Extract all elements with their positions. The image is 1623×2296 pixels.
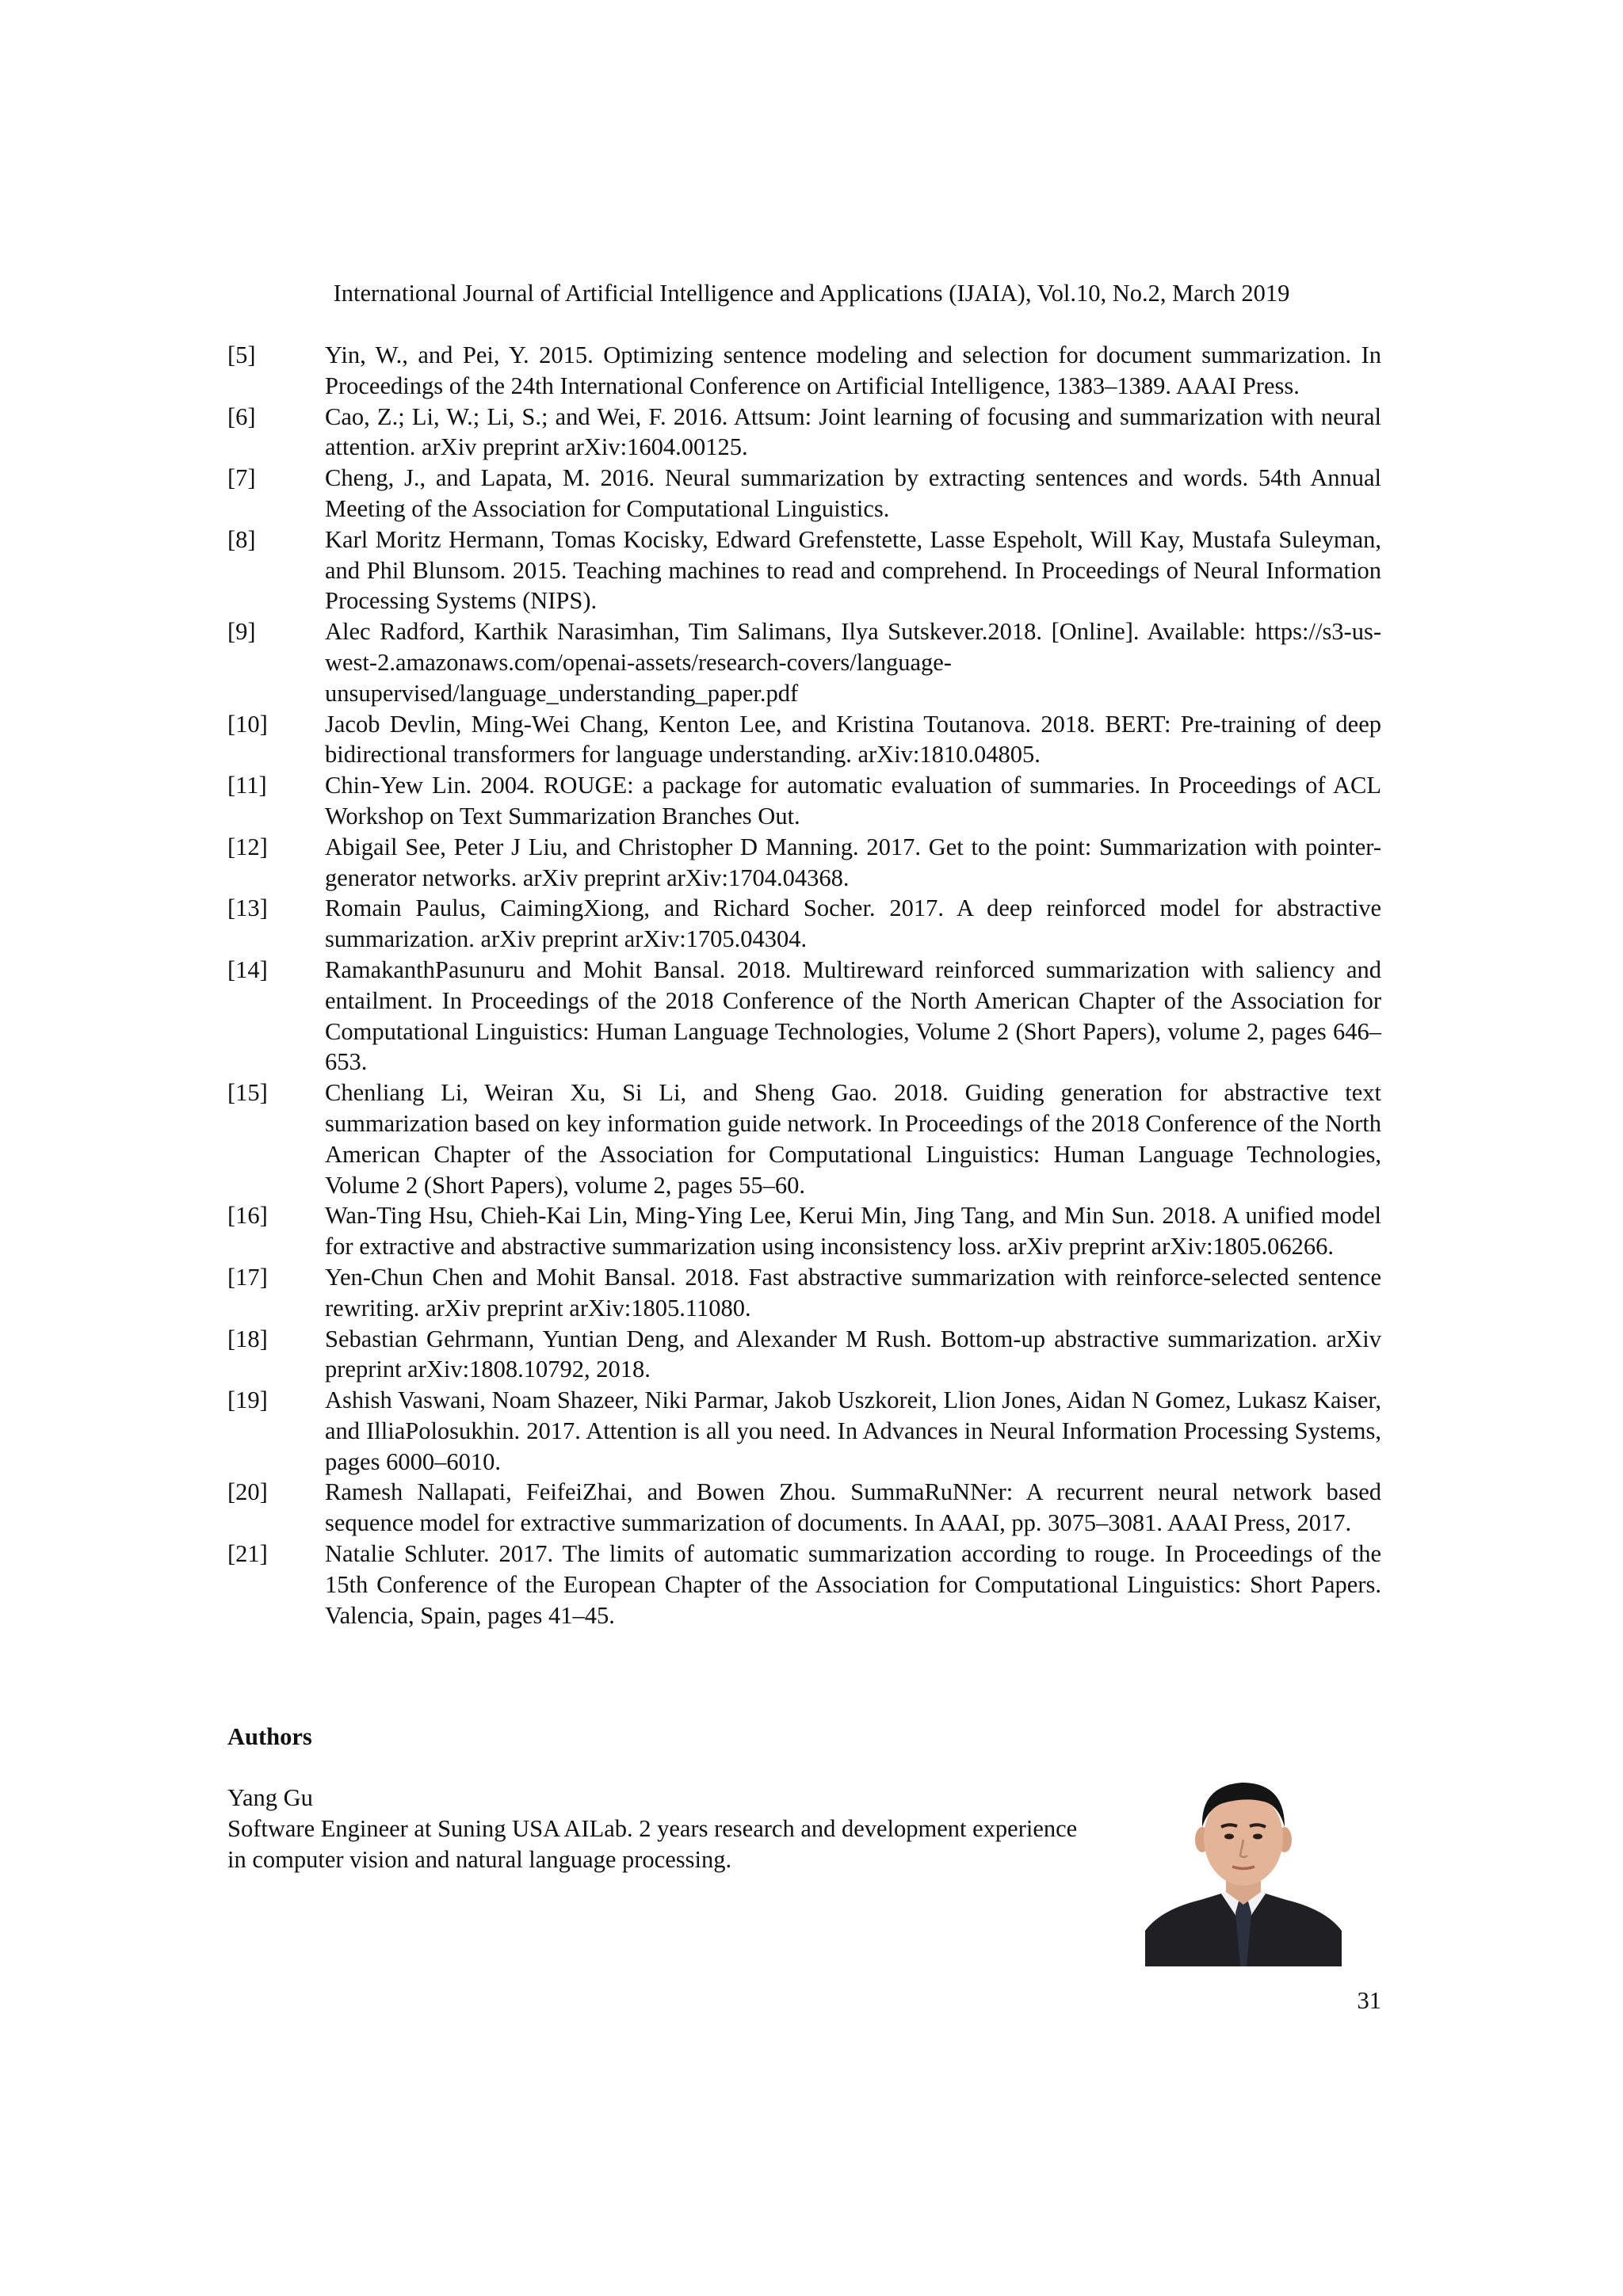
reference-text: Cheng, J., and Lapata, M. 2016. Neural summarization by extracting sentences and words. 54th Annual Meeting of the Association for Computational Linguistics.	[325, 464, 1381, 522]
reference-item	[227, 402, 1381, 463]
reference-number: [14]	[227, 955, 268, 983]
author-entry	[227, 1783, 1099, 1875]
reference-item	[227, 1477, 1381, 1539]
page-number: 31	[1357, 1987, 1381, 2014]
reference-text: Karl Moritz Hermann, Tomas Kocisky, Edward Grefenstette, Lasse Espeholt, Will Kay, Mustafa Suleyman, and Phil Blunsom. 2015. Teaching machines to read and comprehend. In Proceedings of Neural Information Processing Systems (NIPS).	[325, 525, 1381, 615]
reference-number: [19]	[227, 1386, 268, 1414]
reference-number: [5]	[227, 341, 256, 368]
reference-item	[227, 832, 1381, 894]
reference-number: [16]	[227, 1202, 268, 1230]
reference-number: [7]	[227, 464, 256, 492]
reference-item	[227, 1077, 1381, 1200]
reference-item	[227, 616, 1381, 708]
reference-item	[227, 1324, 1381, 1386]
author-bio: Software Engineer at Suning USA AILab. 2 years research and development experience in computer vision and natural language processing.	[227, 1814, 1078, 1873]
reference-text: Ashish Vaswani, Noam Shazeer, Niki Parmar, Jakob Uszkoreit, Llion Jones, Aidan N Gomez, Lukasz Kaiser, and IlliaPolosukhin. 2017. Attention is all you need. In Advances in Neural Information Processing Systems, pages 6000–6010.	[325, 1386, 1381, 1475]
reference-number: [13]	[227, 894, 268, 922]
reference-number: [21]	[227, 1540, 268, 1568]
reference-number: [18]	[227, 1325, 268, 1352]
reference-text: Wan-Ting Hsu, Chieh-Kai Lin, Ming-Ying Lee, Kerui Min, Jing Tang, and Min Sun. 2018. A unified model for extractive and abstractive summarization using inconsistency loss. arXiv preprint arXiv:1805.06266.	[325, 1202, 1381, 1261]
running-header: International Journal of Artificial Intelligence and Applications (IJAIA), Vol.10, No.2, March 2019	[333, 280, 1290, 307]
author-name: Yang Gu	[227, 1784, 313, 1811]
reference-item	[227, 1262, 1381, 1324]
reference-text: Yen-Chun Chen and Mohit Bansal. 2018. Fast abstractive summarization with reinforce-selected sentence rewriting. arXiv preprint arXiv:1805.11080.	[325, 1263, 1381, 1322]
reference-number: [9]	[227, 618, 256, 646]
reference-text: Yin, W., and Pei, Y. 2015. Optimizing sentence modeling and selection for document summarization. In Proceedings of the 24th International Conference on Artificial Intelligence, 1383–1389. AAAI Press.	[325, 341, 1381, 399]
reference-number: [8]	[227, 525, 256, 553]
reference-list	[227, 340, 1381, 1630]
reference-text: Romain Paulus, CaimingXiong, and Richard Socher. 2017. A deep reinforced model for abstractive summarization. arXiv preprint arXiv:1705.04304.	[325, 894, 1381, 953]
reference-text: Chin-Yew Lin. 2004. ROUGE: a package for automatic evaluation of summaries. In Proceedings of ACL Workshop on Text Summarization Branches Out.	[325, 772, 1381, 830]
reference-number: [6]	[227, 402, 256, 430]
reference-item	[227, 524, 1381, 616]
reference-number: [10]	[227, 710, 268, 738]
reference-item	[227, 340, 1381, 402]
reference-text: Sebastian Gehrmann, Yuntian Deng, and Alexander M Rush. Bottom-up abstractive summarization. arXiv preprint arXiv:1808.10792, 2018.	[325, 1325, 1381, 1383]
reference-text: Cao, Z.; Li, W.; Li, S.; and Wei, F. 2016. Attsum: Joint learning of focusing and summarization with neural attention. arXiv preprint arXiv:1604.00125.	[325, 402, 1381, 461]
reference-number: [20]	[227, 1478, 268, 1506]
author-photo	[1145, 1768, 1342, 1966]
reference-text: Abigail See, Peter J Liu, and Christopher D Manning. 2017. Get to the point: Summarization with pointer-generator networks. arXiv preprint arXiv:1704.04368.	[325, 833, 1381, 891]
reference-number: [11]	[227, 772, 267, 799]
reference-item	[227, 463, 1381, 524]
reference-number: [12]	[227, 833, 268, 860]
author-portrait-icon	[1145, 1768, 1342, 1966]
reference-item	[227, 1539, 1381, 1630]
reference-text: Ramesh Nallapati, FeifeiZhai, and Bowen Zhou. SummaRuNNer: A recurrent neural network based sequence model for extractive summarization of documents. In AAAI, pp. 3075–3081. AAAI Press, 2017.	[325, 1478, 1381, 1537]
reference-item	[227, 1385, 1381, 1477]
reference-text: Chenliang Li, Weiran Xu, Si Li, and Sheng Gao. 2018. Guiding generation for abstractive text summarization based on key information guide network. In Proceedings of the 2018 Conference of the North American Chapter of the Association for Computational Linguistics: Human Language Technologies, Volume 2 (Short Papers), volume 2, pages 55–60.	[325, 1079, 1381, 1199]
reference-text: RamakanthPasunuru and Mohit Bansal. 2018. Multireward reinforced summarization with saliency and entailment. In Proceedings of the 2018 Conference of the North American Chapter of the Association for Computational Linguistics: Human Language Technologies, Volume 2 (Short Papers), volume 2, pages 646–653.	[325, 955, 1381, 1076]
reference-item	[227, 770, 1381, 832]
reference-text: Natalie Schluter. 2017. The limits of automatic summarization according to rouge. In Proceedings of the 15th Conference of the European Chapter of the Association for Computational Linguistics: Short Papers. Valencia, Spain, pages 41–45.	[325, 1540, 1381, 1629]
reference-item	[227, 1200, 1381, 1262]
authors-heading: Authors	[227, 1723, 312, 1750]
reference-number: [17]	[227, 1263, 268, 1291]
reference-item	[227, 955, 1381, 1077]
reference-text: Alec Radford, Karthik Narasimhan, Tim Salimans, Ilya Sutskever.2018. [Online]. Available: https://s3-us-west-2.amazonaws.com/openai-assets/research-covers/language-unsupervised/language_understanding_paper.pdf	[325, 618, 1381, 707]
reference-item	[227, 709, 1381, 771]
reference-number: [15]	[227, 1079, 268, 1107]
reference-item	[227, 893, 1381, 955]
reference-text: Jacob Devlin, Ming-Wei Chang, Kenton Lee, and Kristina Toutanova. 2018. BERT: Pre-training of deep bidirectional transformers for language understanding. arXiv:1810.04805.	[325, 710, 1381, 769]
